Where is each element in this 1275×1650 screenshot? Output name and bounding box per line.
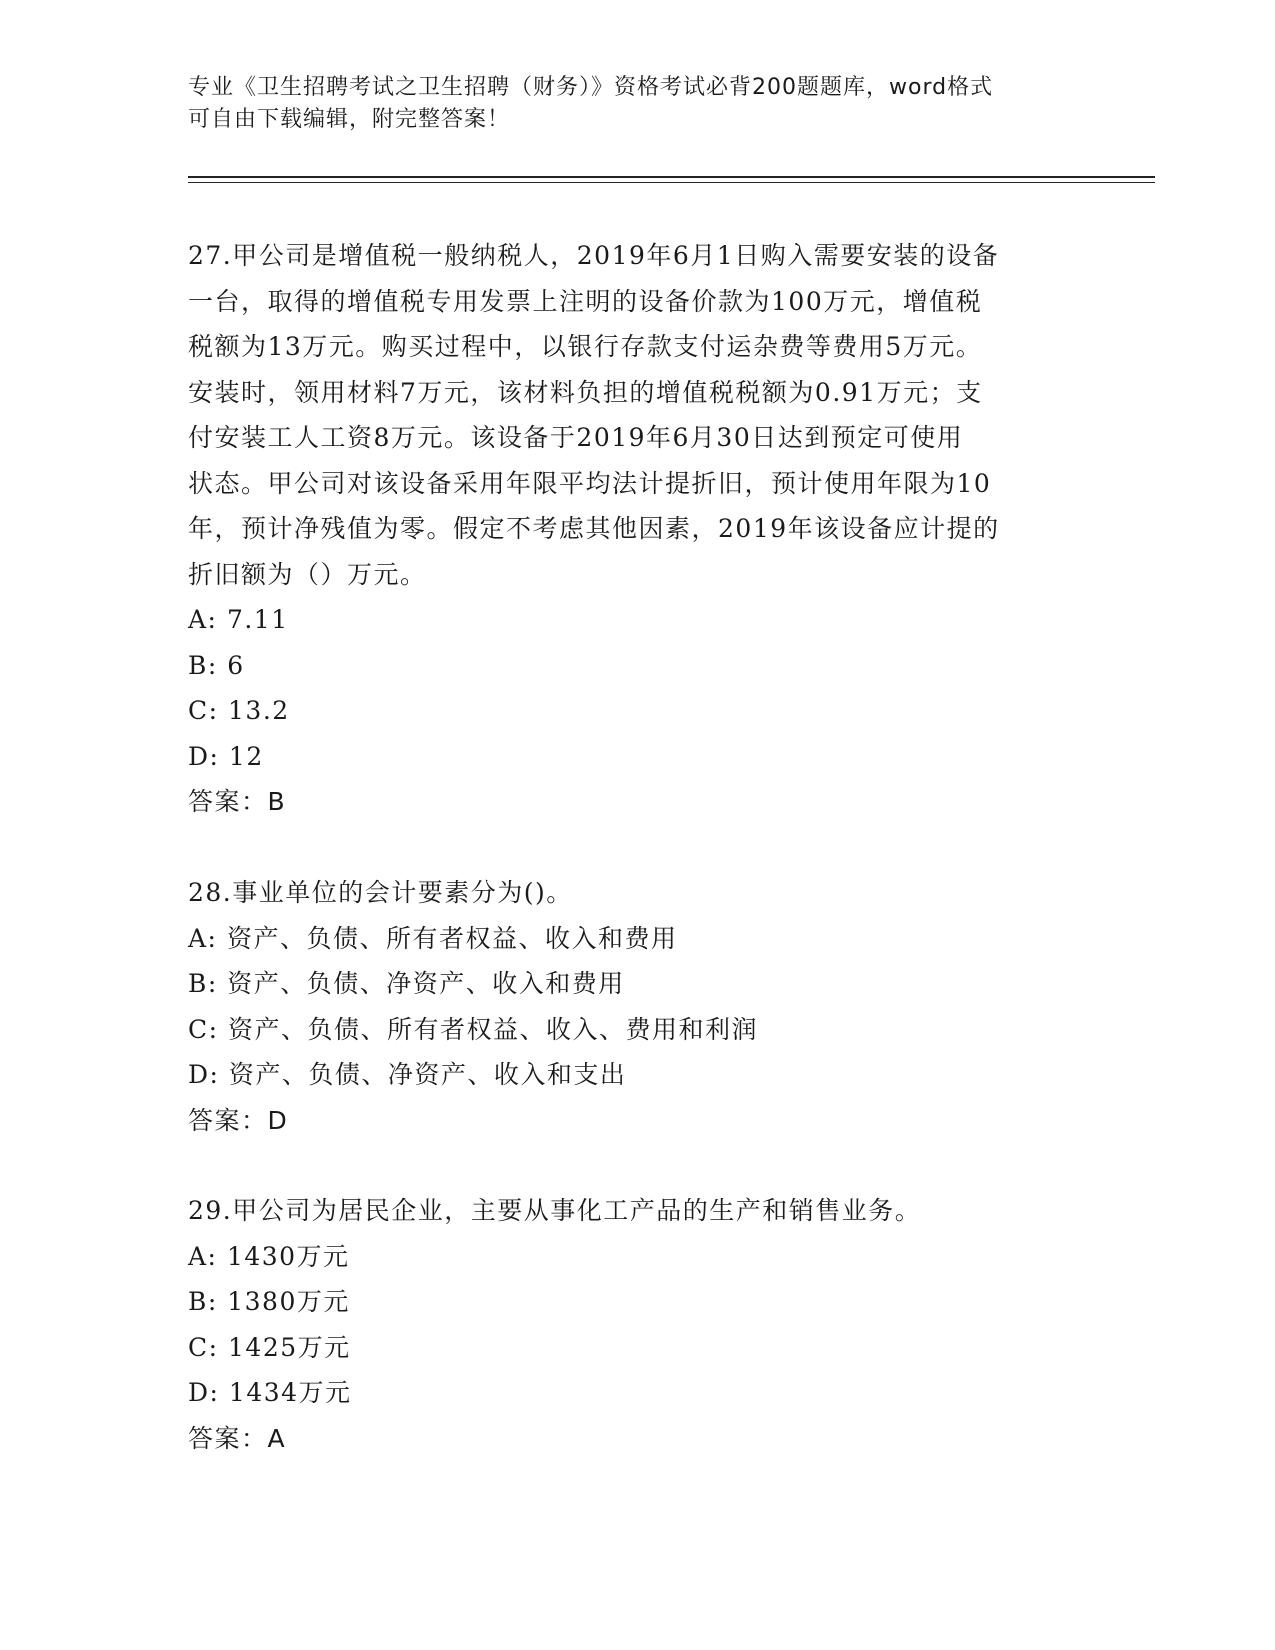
option-d <box>188 734 1088 780</box>
option-letter: D: <box>188 1378 220 1407</box>
stem-line: 税额为13万元。购买过程中，以银行存款支付运杂费等费用5万元。 <box>188 332 983 361</box>
question-stem <box>188 1188 1088 1234</box>
question-29 <box>188 1188 1088 1461</box>
header-divider-thick <box>188 176 1155 178</box>
option-letter: C: <box>188 696 219 725</box>
stem-line: 29.甲公司为居民企业，主要从事化工产品的生产和销售业务。 <box>188 1196 922 1225</box>
answer-line: 答案：B <box>188 787 287 816</box>
stem-line: 折旧额为（）万元。 <box>188 559 427 589</box>
option-letter: D: <box>188 1060 220 1089</box>
stem-line: 状态。甲公司对该设备采用年限平均法计提折旧，预计使用年限为10 <box>188 468 992 498</box>
option-text: 资产、负债、所有者权益、收入和费用 <box>226 923 678 953</box>
question-27 <box>188 233 1088 825</box>
option-letter: A: <box>188 923 218 953</box>
option-text: 资产、负债、净资产、收入和费用 <box>227 969 625 998</box>
option-text: 6 <box>227 650 245 680</box>
option-letter: B: <box>188 650 218 680</box>
option-d <box>188 1370 1088 1416</box>
option-text: 1434万元 <box>228 1378 352 1407</box>
option-c <box>188 688 1088 734</box>
option-c <box>188 1325 1088 1371</box>
option-d <box>188 1052 1088 1098</box>
stem-line: 付安装工人工资8万元。该设备于2019年6月30日达到预定可使用 <box>188 423 964 452</box>
option-a <box>188 916 1088 962</box>
header-line-2: 可自由下载编辑，附完整答案！ <box>188 107 511 132</box>
question-28 <box>188 870 1088 1143</box>
option-b <box>188 961 1088 1007</box>
stem-line: 安装时，领用材料7万元，该材料负担的增值税税额为0.91万元；支 <box>188 377 983 407</box>
option-letter: B: <box>188 1287 218 1316</box>
stem-line: 28.事业单位的会计要素分为()。 <box>188 878 573 907</box>
option-text: 7.11 <box>226 605 289 634</box>
option-letter: A: <box>188 605 218 634</box>
option-letter: A: <box>188 1241 218 1271</box>
option-letter: C: <box>188 1332 219 1362</box>
header-divider-thin <box>188 182 1155 183</box>
option-a <box>188 597 1088 643</box>
option-b <box>188 1279 1088 1325</box>
option-letter: D: <box>188 741 220 771</box>
option-text: 资产、负债、净资产、收入和支出 <box>228 1060 627 1089</box>
question-stem <box>188 870 1088 916</box>
option-b <box>188 643 1088 689</box>
question-stem <box>188 233 1088 597</box>
stem-line: 27.甲公司是增值税一般纳税人，2019年6月1日购入需要安装的设备 <box>188 241 1000 270</box>
option-c <box>188 1007 1088 1053</box>
header-line-1: 专业《卫生招聘考试之卫生招聘（财务）》资格考试必背200题题库，word格式 <box>188 75 994 100</box>
option-letter: B: <box>188 969 218 998</box>
option-text: 13.2 <box>228 696 290 725</box>
stem-line: 年，预计净残值为零。假定不考虑其他因素，2019年该设备应计提的 <box>188 514 1000 543</box>
answer-line: 答案：D <box>188 1105 289 1135</box>
option-text: 12 <box>228 741 264 771</box>
option-text: 资产、负债、所有者权益、收入、费用和利润 <box>228 1014 759 1044</box>
option-text: 1380万元 <box>227 1287 350 1316</box>
answer-line: 答案：A <box>188 1423 287 1453</box>
option-a <box>188 1234 1088 1280</box>
stem-line: 一台，取得的增值税专用发票上注明的设备价款为100万元，增值税 <box>188 286 983 316</box>
option-text: 1430万元 <box>226 1241 350 1271</box>
option-text: 1425万元 <box>228 1332 351 1362</box>
document-header <box>188 72 1068 136</box>
option-letter: C: <box>188 1014 219 1044</box>
